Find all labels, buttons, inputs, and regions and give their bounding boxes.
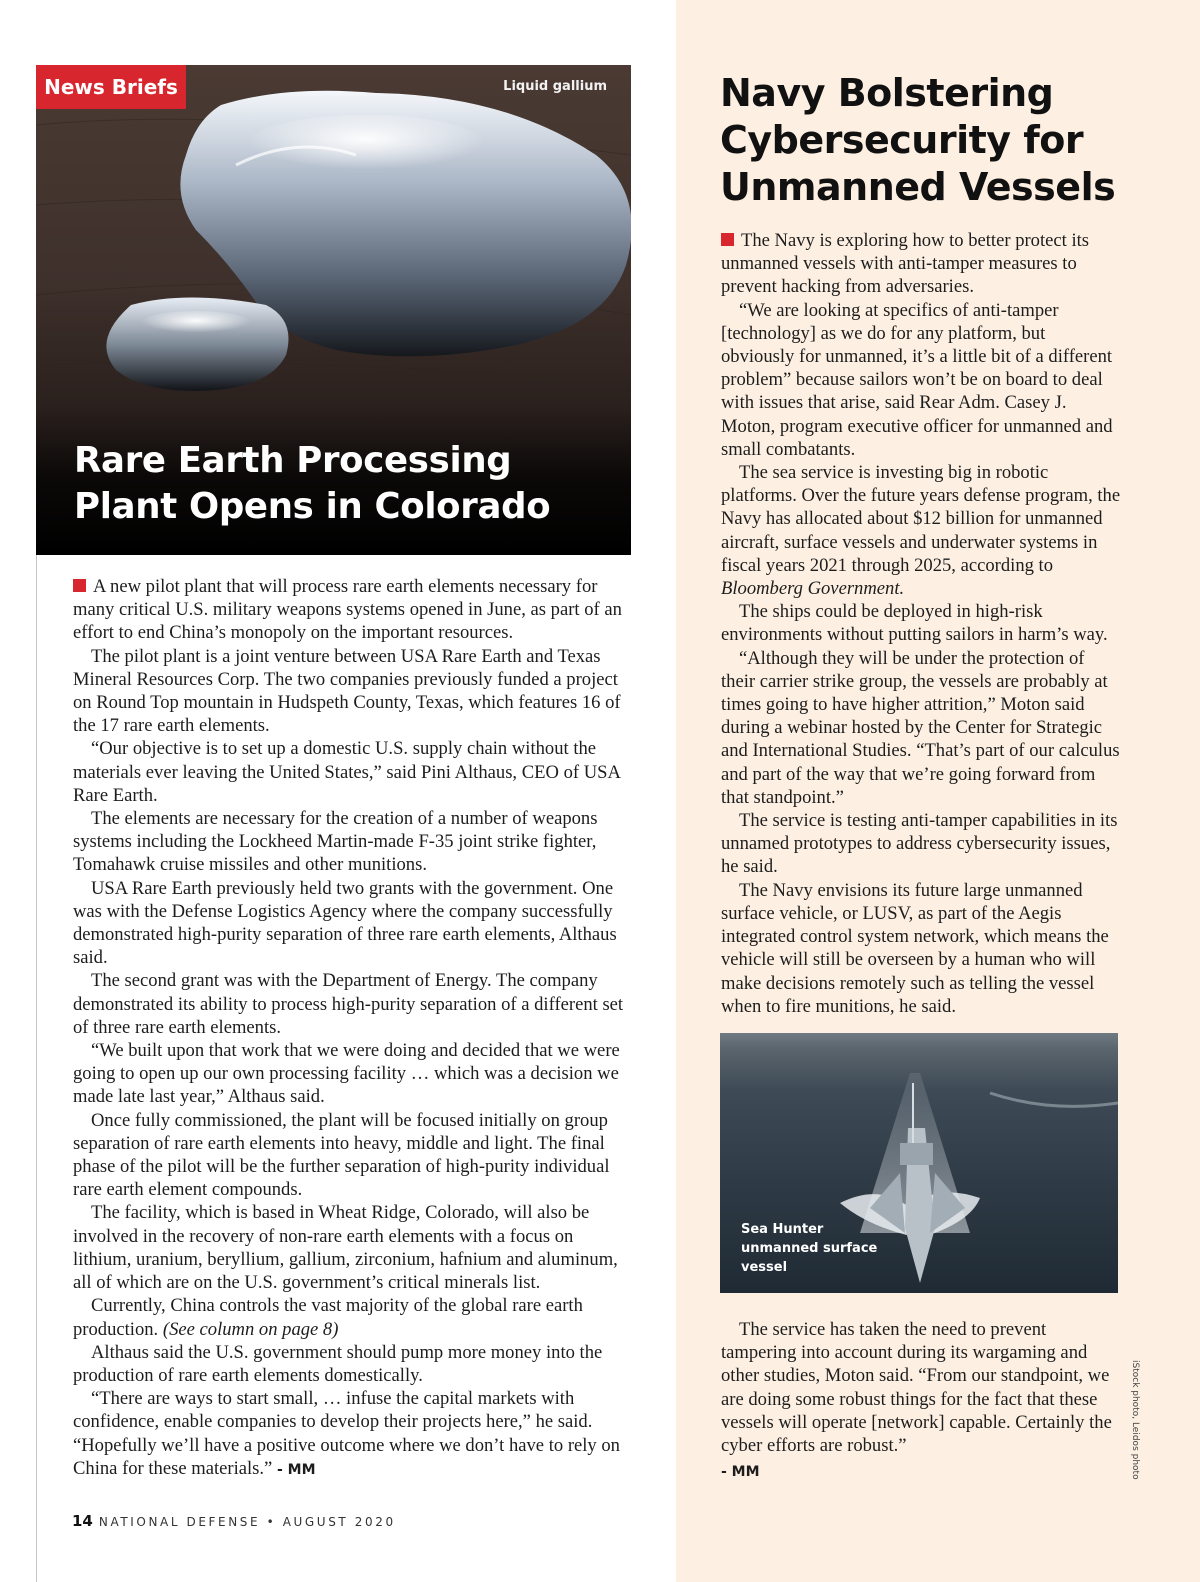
paragraph: The pilot plant is a joint venture between USA Rare Earth and Texas Mineral Resources Corp. The two companies previously funded a project on Round Top mountain in Hudspeth County, Texas, which features 16 of the 17 rare earth elements. [73, 645, 621, 737]
paragraph: “Although they will be under the protection of their carrier strike group, the vessels are probably at times going to have higher attrition,” Moton said during a webinar hosted by the Center for Strategic and International Studies. “That’s part of our calculus and part of the way that we’re going forward from that standpoint.” [721, 647, 1120, 808]
publication-line: NATIONAL DEFENSE • AUGUST 2020 [98, 1515, 396, 1529]
paragraph: The service has taken the need to prevent tampering into account during its wargaming and other studies, Moton said. “From our standpoint, we are doing some robust things for the fact that these vessels will operate [network] capable. Certainly the cyber efforts are robust.” [721, 1319, 1112, 1457]
paragraph [73, 1387, 633, 1482]
photo-caption: Sea Hunter unmanned surface vessel [741, 1222, 878, 1275]
paragraph: The facility, which is based in Wheat Ridge, Colorado, will also be involved in the recovery of non-rare earth elements with a focus on lithium, uranium, beryllium, gallium, zirconium, hafnium and aluminum, all of which are on the U.S. government’s critical minerals list. [73, 1202, 618, 1294]
photo-credit: iStock photo, Leidos photo [1130, 1360, 1140, 1480]
paragraph-text: “There are ways to start small, … infuse the capital markets with confidence, enable companies to develop their projects here,” he said. “Hopefully we’ll have a positive outcome where we don’t have to rely on China for these materials.” [73, 1388, 620, 1479]
article-title: Rare Earth Processing Plant Opens in Colorado [74, 440, 551, 527]
paragraph-text: The Navy is exploring how to better protect its unmanned vessels with anti-tamper measures to prevent hacking from adversaries. [721, 230, 1090, 298]
right-article-body-continued [721, 1318, 1123, 1484]
author-signature: - MM [721, 1464, 760, 1481]
paragraph: The second grant was with the Department of Energy. The company demonstrated its ability to process high-purity separation of a different set of three rare earth elements. [73, 970, 624, 1038]
left-article-body [73, 575, 633, 1482]
author-signature: - MM [276, 1461, 316, 1478]
page-footer [72, 1512, 396, 1530]
section-badge: News Briefs [36, 65, 186, 109]
source-name: Bloomberg Government. [721, 578, 905, 600]
paragraph: The ships could be deployed in high-risk environments without putting sailors in harm’s way. [721, 601, 1108, 646]
page-edge-rule [36, 555, 37, 1582]
bullet-square-icon [73, 579, 86, 592]
paragraph [721, 461, 1123, 600]
paragraph-text: Currently, China controls the vast majority of the global rare earth production. [73, 1295, 583, 1340]
paragraph: Althaus said the U.S. government should pump more money into the production of rare earth elements domestically. [73, 1341, 603, 1386]
paragraph [721, 229, 1123, 299]
signature-line [721, 1459, 1123, 1484]
right-article-body [721, 229, 1123, 1018]
hero-image [36, 65, 631, 555]
photo-label: Liquid gallium [503, 79, 607, 94]
page-number: 14 [72, 1512, 93, 1530]
paragraph: “We are looking at specifics of anti-tamper [technology] as we do for any platform, but obviously for unmanned, it’s a little bit of a different problem” because sailors won’t be on board to deal with issues that arise, said Rear Adm. Casey J. Moton, program executive officer for unmanned and small combatants. [721, 299, 1113, 460]
paragraph: Once fully commissioned, the plant will be focused initially on group separation of rare earth elements into heavy, middle and light. The final phase of the pilot will be the further separation of high-purity individual rare earth element compounds. [73, 1109, 610, 1201]
paragraph-text: A new pilot plant that will process rare earth elements necessary for many critical U.S. military weapons systems opened in June, as part of an effort to end China’s monopoly on the important resources. [73, 576, 622, 644]
paragraph: “We built upon that work that we were doing and decided that we were going to open up our own processing facility … which was a decision we made late last year,” Althaus said. [73, 1040, 620, 1108]
sidebar-article-title: Navy Bolstering Cybersecurity for Unmanned Vessels [720, 71, 1116, 209]
paragraph [73, 575, 633, 645]
paragraph: The elements are necessary for the creation of a number of weapons systems including the Lockheed Martin-made F-35 joint strike fighter, Tomahawk cruise missiles and other munitions. [73, 808, 598, 876]
bullet-square-icon [721, 233, 734, 246]
paragraph: “Our objective is to set up a domestic U.S. supply chain without the materials ever leaving the United States,” said Pini Althaus, CEO of USA Rare Earth. [73, 738, 620, 806]
paragraph: USA Rare Earth previously held two grants with the government. One was with the Defense Logistics Agency where the company successfully demonstrated high-purity separation of three rare earth elements, Althaus said. [73, 877, 617, 969]
paragraph: The Navy envisions its future large unmanned surface vehicle, or LUSV, as part of the Aegis integrated control system network, which means the vehicle will still be overseen by a human who will make decisions remotely such as telling the vessel when to fire munitions, he said. [721, 879, 1109, 1017]
paragraph: The service is testing anti-tamper capabilities in its unnamed prototypes to address cybersecurity issues, he said. [721, 810, 1118, 878]
ship-photo [720, 1033, 1118, 1293]
paragraph-text: The sea service is investing big in robotic platforms. Over the future years defense program, the Navy has allocated about $12 billion for unmanned aircraft, surface vessels and underwater systems in fiscal years 2021 through 2025, according to [721, 462, 1121, 576]
paragraph [73, 1294, 633, 1340]
cross-reference: (See column on page 8) [162, 1318, 339, 1340]
